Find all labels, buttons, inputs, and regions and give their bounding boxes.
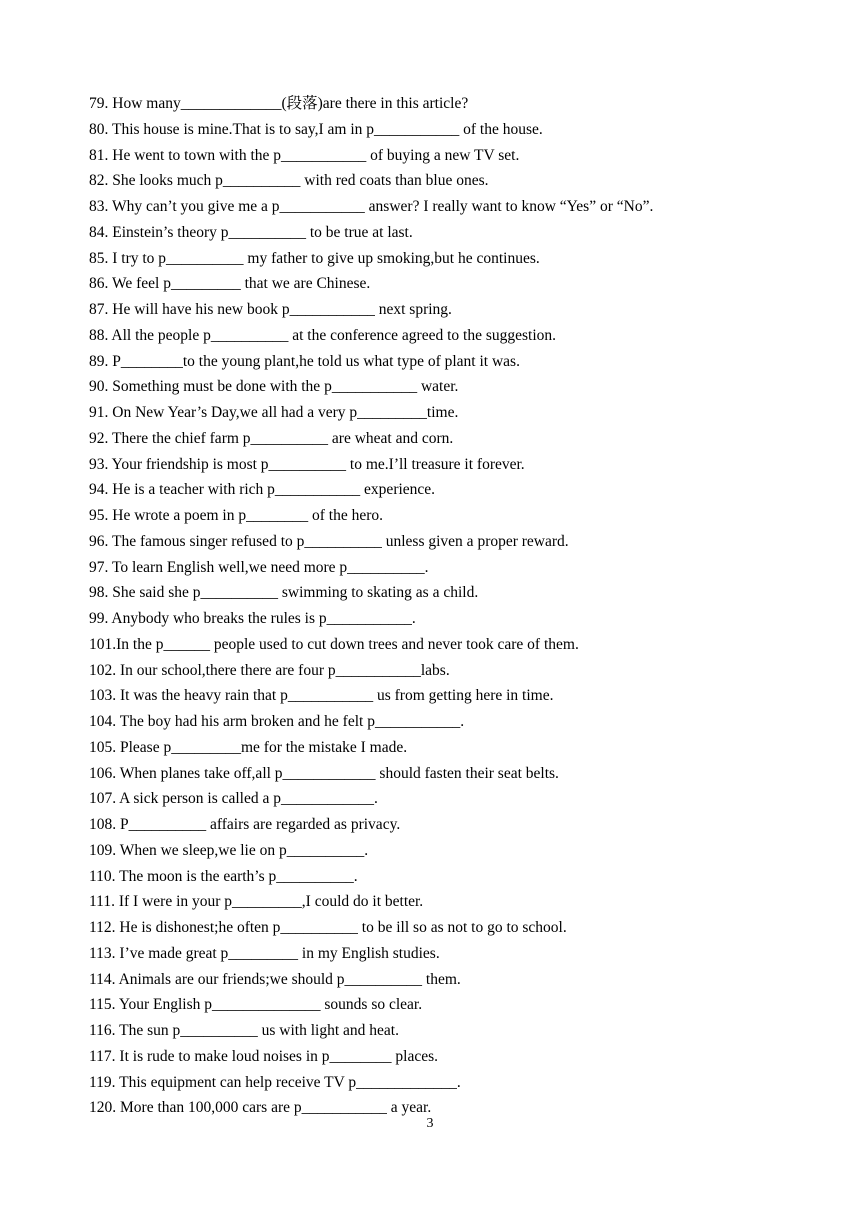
exercise-line: 114. Animals are our friends;we should p__________ them. [89,970,461,988]
exercise-line: 105. Please p_________me for the mistake I made. [89,738,408,756]
exercise-line: 95. He wrote a poem in p________ of the hero. [89,507,384,524]
exercise-line: 96. The famous singer refused to p__________ unless given a proper reward. [89,532,569,550]
exercise-line: 107. A sick person is called a p____________. [89,790,378,808]
exercise-line: 80. This house is mine.That is to say,I am in p___________ of the house. [89,120,543,138]
exercise-line: 85. I try to p__________ my father to give up smoking,but he continues. [89,249,540,267]
exercise-line: 110. The moon is the earth’s p__________. [89,867,358,885]
exercise-line: 98. She said she p__________ swimming to skating as a child. [89,584,479,602]
exercise-line: 117. It is rude to make loud noises in p________ places. [89,1047,438,1065]
exercise-line: 102. In our school,there there are four p___________labs. [89,661,450,679]
exercise-line: 103. It was the heavy rain that p___________ us from getting here in time. [89,687,554,705]
exercise-line: 101.In the p______ people used to cut down trees and never took care of them. [89,635,579,653]
exercise-line: 82. She looks much p__________ with red coats than blue ones. [89,172,489,190]
exercise-line: 111. If I were in your p_________,I could do it better. [89,893,424,911]
exercise-line: 89. P________to the young plant,he told us what type of plant it was. [89,352,520,370]
exercise-line: 104. The boy had his arm broken and he felt p___________. [89,713,465,730]
exercise-line: 112. He is dishonest;he often p__________ to be ill so as not to go to school. [89,919,567,936]
exercise-line: 106. When planes take off,all p____________ should fasten their seat belts. [89,764,559,782]
exercise-line: 115. Your English p______________ sounds so clear. [89,996,423,1014]
exercise-line: 113. I’ve made great p_________ in my English studies. [89,944,440,962]
exercise-line: 84. Einstein’s theory p__________ to be true at last. [89,223,413,241]
page-number: 3 [426,1116,434,1131]
exercise-line: 116. The sun p__________ us with light and heat. [89,1022,399,1039]
exercise-line: 91. On New Year’s Day,we all had a very p_________time. [89,404,459,421]
exercise-line: 119. This equipment can help receive TV p_____________. [89,1073,461,1091]
exercise-line: 99. Anybody who breaks the rules is p___________. [89,610,416,627]
exercise-line: 94. He is a teacher with rich p___________ experience. [89,481,436,499]
exercise-line: 97. To learn English well,we need more p__________. [89,558,429,576]
exercise-line: 90. Something must be done with the p___________ water. [89,378,459,396]
exercise-line: 81. He went to town with the p___________ of buying a new TV set. [89,146,520,164]
exercise-line: 109. When we sleep,we lie on p__________. [89,841,369,859]
exercise-line: 88. All the people p__________ at the conference agreed to the suggestion. [89,326,557,344]
exercise-line: 86. We feel p_________ that we are Chinese. [89,275,371,293]
exercise-list [89,91,789,1121]
exercise-line: 93. Your friendship is most p__________ to me.I’ll treasure it forever. [89,455,525,473]
exercise-line: 108. P__________ affairs are regarded as privacy. [89,816,401,833]
exercise-line: 120. More than 100,000 cars are p___________ a year. [89,1099,432,1117]
exercise-line: 79. How many_____________(段落)are there in this article? [89,95,469,112]
exercise-line: 87. He will have his new book p___________ next spring. [89,301,452,318]
exercise-line: 83. Why can’t you give me a p___________ answer? I really want to know “Yes” or “No”. [89,198,654,215]
exercise-line: 92. There the chief farm p__________ are wheat and corn. [89,429,454,447]
